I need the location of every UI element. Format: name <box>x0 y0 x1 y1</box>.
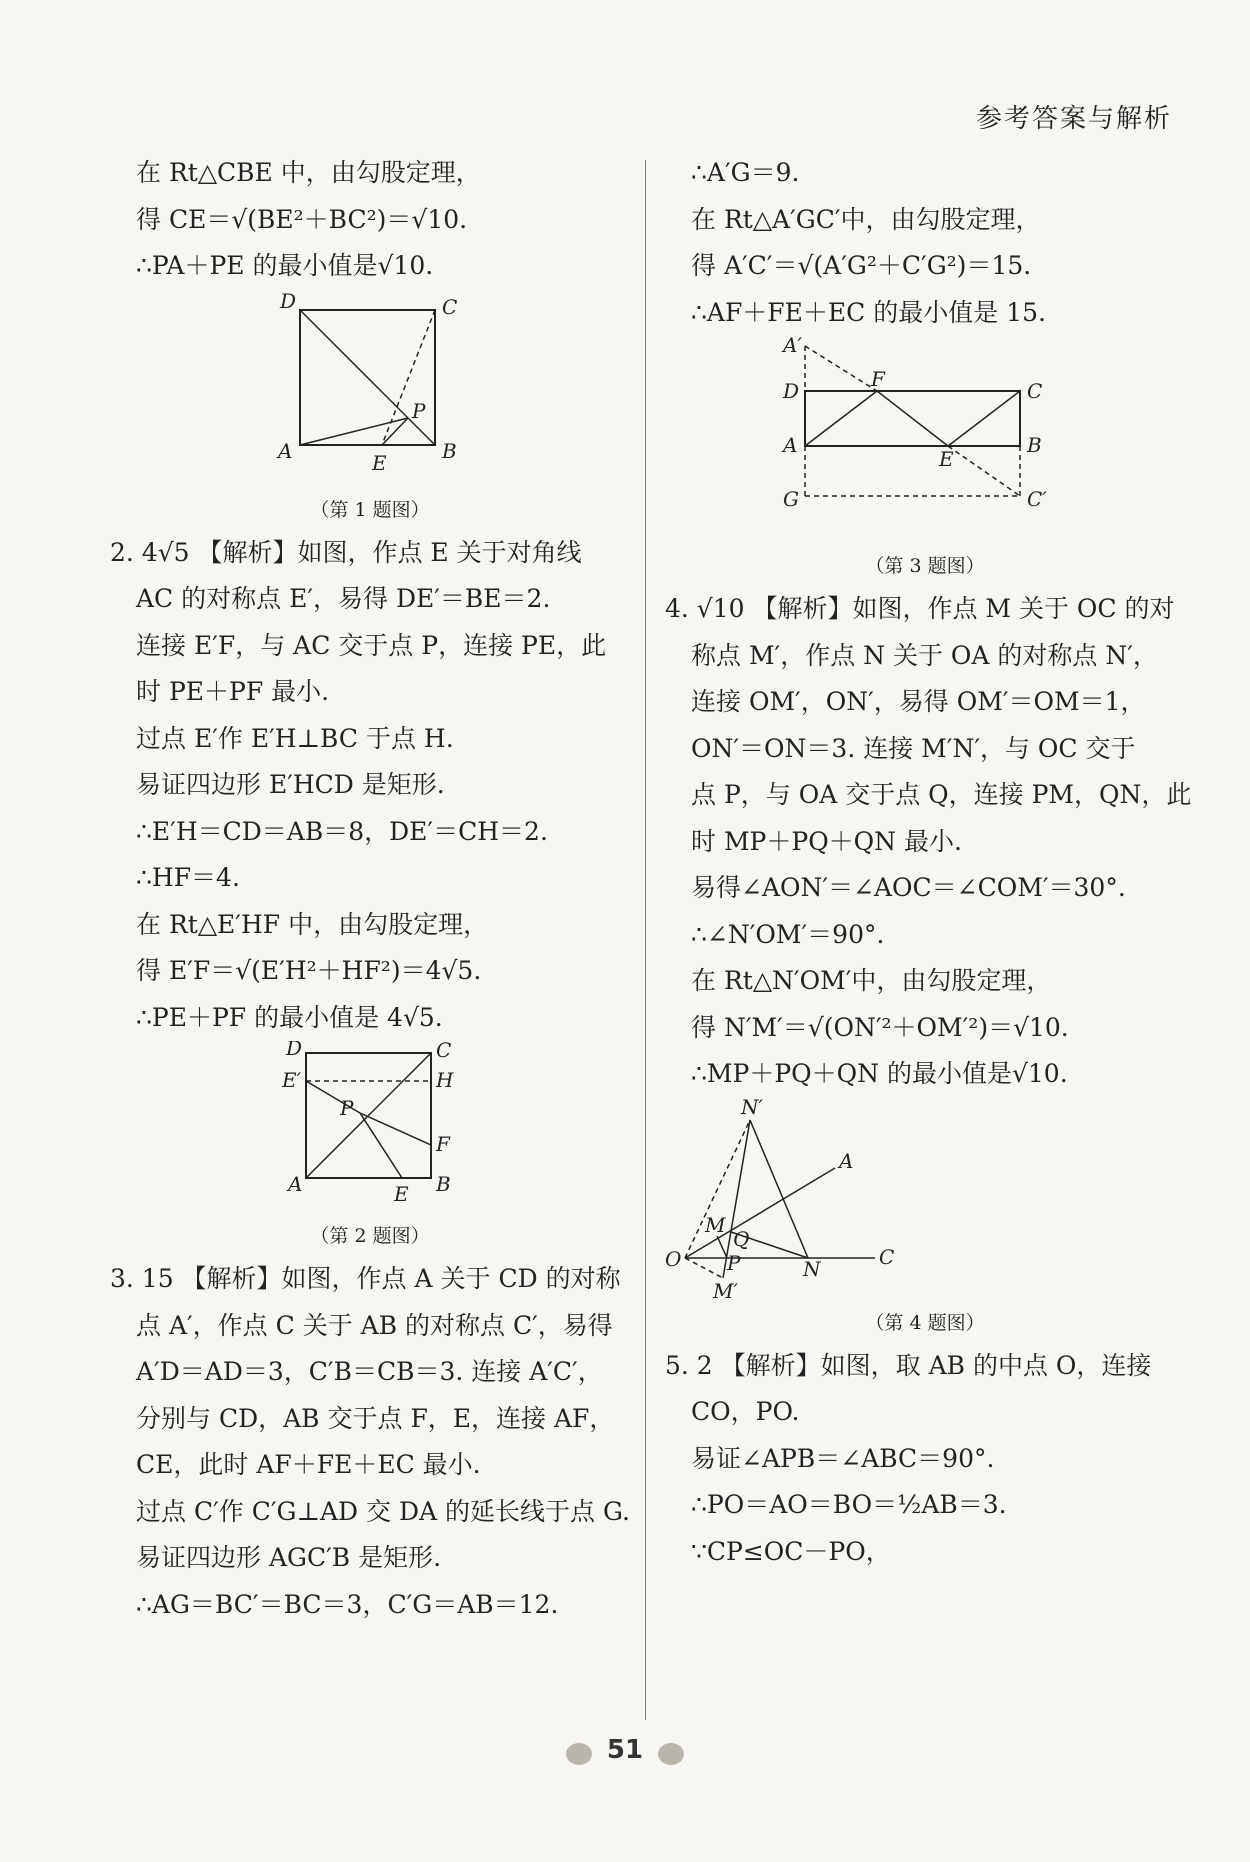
text-line: 5. 2 【解析】如图，取 AB 的中点 O，连接 <box>665 1350 1152 1380</box>
label-m-prime: M′ <box>713 1278 739 1303</box>
text-line: 点 A′，作点 C 关于 AB 的对称点 C′，易得 <box>136 1310 613 1340</box>
text-line: ∵CP≤OC－PO， <box>691 1536 891 1566</box>
figure-1-diagram <box>110 290 630 490</box>
label-a: A <box>288 1172 303 1196</box>
label-n: N <box>803 1256 821 1281</box>
text-line: ∴A′G＝9. <box>691 158 800 187</box>
label-f: F <box>436 1132 450 1156</box>
label-c: C <box>1027 379 1043 403</box>
text-line: ∴AF＋FE＋EC 的最小值是 15. <box>691 297 1046 327</box>
text-line: ∴HF＝4. <box>136 863 240 892</box>
label-c: C <box>879 1244 895 1269</box>
text-line: CO，PO. <box>691 1397 800 1426</box>
figure-1 <box>110 290 630 490</box>
decorative-leaf-icon <box>658 1743 684 1765</box>
text-line: 得 A′C′＝√(A′G²＋C′G²)＝15. <box>691 251 1032 280</box>
label-b: B <box>442 438 457 463</box>
diagonal-db <box>300 310 435 445</box>
label-c: C <box>442 294 458 319</box>
text-line: 在 Rt△CBE 中，由勾股定理， <box>136 158 481 187</box>
label-b: B <box>436 1172 451 1196</box>
text-line: 得 CE＝√(BE²＋BC²)＝√10. <box>136 204 468 234</box>
text-line: ∴∠N′OM′＝90°. <box>691 919 885 949</box>
label-a-prime: A′ <box>783 336 802 357</box>
label-d: D <box>783 379 800 403</box>
text-line: 4. √10 【解析】如图，作点 M 关于 OC 的对 <box>665 594 1175 623</box>
page-footer <box>0 1735 1250 1765</box>
right-column <box>665 150 1192 1575</box>
text-line: ∴AG＝BC′＝BC＝3，C′G＝AB＝12. <box>136 1589 559 1619</box>
label-p: P <box>412 398 426 423</box>
label-h: H <box>436 1068 454 1092</box>
text-line: ∴PE＋PF 的最小值是 4√5. <box>136 1002 443 1032</box>
label-o: O <box>665 1246 682 1271</box>
text-line: 连接 OM′，ON′，易得 OM′＝OM＝1， <box>691 687 1146 716</box>
text-line: ∴MP＋PQ＋QN 的最小值是√10. <box>691 1059 1068 1088</box>
text-line: 在 Rt△N′OM′中，由勾股定理， <box>691 966 1052 995</box>
label-p: P <box>340 1096 354 1120</box>
text-line: ∴PA＋PE 的最小值是√10. <box>136 251 434 280</box>
text-line: 易得∠AON′＝∠AOC＝∠COM′＝30°. <box>691 873 1126 902</box>
figure-2-caption: （第 2 题图） <box>310 1225 430 1247</box>
text-line: 易证∠APB＝∠ABC＝90°. <box>691 1443 995 1473</box>
label-b: B <box>1027 433 1042 457</box>
text-line: 时 PE＋PF 最小. <box>136 677 330 706</box>
page-number: 51 <box>606 1735 644 1765</box>
label-d: D <box>286 1041 303 1060</box>
text-line: 在 Rt△A′GC′中，由勾股定理， <box>691 204 1041 234</box>
label-m: M <box>705 1212 726 1237</box>
text-line: 连接 E′F，与 AC 交于点 P，连接 PE，此 <box>136 630 607 660</box>
decorative-leaf-icon <box>566 1743 592 1765</box>
text-line: 易证四边形 AGC′B 是矩形. <box>136 1543 442 1572</box>
page-header-title: 参考答案与解析 <box>975 104 1172 134</box>
label-a: A <box>278 438 293 463</box>
label-p: P <box>727 1250 741 1275</box>
label-f: F <box>871 367 885 391</box>
label-a: A <box>783 433 798 457</box>
text-line: 得 N′M′＝√(ON′²＋OM′²)＝√10. <box>691 1012 1069 1042</box>
text-line: 分别与 CD，AB 交于点 F，E，连接 AF， <box>136 1403 615 1433</box>
column-divider <box>645 160 646 1720</box>
text-line: 点 P，与 OA 交于点 Q，连接 PM，QN，此 <box>691 780 1192 809</box>
figure-2-diagram <box>110 1041 630 1216</box>
text-line: 过点 C′作 C′G⊥AD 交 DA 的延长线于点 G. <box>136 1496 630 1526</box>
figure-3 <box>665 336 1185 546</box>
text-line: CE，此时 AF＋FE＋EC 最小. <box>136 1450 481 1479</box>
figure-4-diagram <box>665 1098 1185 1303</box>
text-line: 易证四边形 E′HCD 是矩形. <box>136 770 445 799</box>
text-line: AC 的对称点 E′，易得 DE′＝BE＝2. <box>136 584 551 613</box>
label-a: A <box>839 1148 854 1173</box>
text-line: ∴E′H＝CD＝AB＝8，DE′＝CH＝2. <box>136 816 548 846</box>
figure-4 <box>665 1098 1185 1303</box>
figure-3-caption: （第 3 题图） <box>865 555 985 577</box>
label-e: E <box>939 447 954 471</box>
text-line: ON′＝ON＝3. 连接 M′N′，与 OC 交于 <box>691 733 1136 763</box>
text-line: 2. 4√5 【解析】如图，作点 E 关于对角线 <box>110 537 582 567</box>
label-c: C <box>436 1041 452 1062</box>
figure-3-diagram <box>665 336 1185 546</box>
figure-2 <box>110 1041 630 1216</box>
text-line: 得 E′F＝√(E′H²＋HF²)＝4√5. <box>136 956 482 985</box>
left-column <box>110 150 630 1628</box>
text-line: 3. 15 【解析】如图，作点 A 关于 CD 的对称 <box>110 1264 621 1293</box>
label-n-prime: N′ <box>741 1097 764 1119</box>
text-line: ∴PO＝AO＝BO＝½AB＝3. <box>691 1490 1007 1519</box>
label-d: D <box>280 289 297 313</box>
text-line: 时 MP＋PQ＋QN 最小. <box>691 826 962 856</box>
label-e-prime: E′ <box>282 1068 302 1092</box>
text-line: 称点 M′，作点 N 关于 OA 的对称点 N′， <box>691 640 1158 670</box>
figure-4-caption: （第 4 题图） <box>865 1311 985 1334</box>
text-line: 在 Rt△E′HF 中，由勾股定理， <box>136 909 489 939</box>
text-line: 过点 E′作 E′H⊥BC 于点 H. <box>136 723 454 753</box>
label-e: E <box>394 1182 409 1206</box>
label-e: E <box>372 450 387 475</box>
label-q: Q <box>733 1226 750 1251</box>
label-g: G <box>783 487 799 511</box>
text-line: A′D＝AD＝3，C′B＝CB＝3. 连接 A′C′， <box>136 1357 603 1386</box>
figure-1-caption: （第 1 题图） <box>310 498 430 521</box>
label-c-prime: C′ <box>1027 487 1047 511</box>
